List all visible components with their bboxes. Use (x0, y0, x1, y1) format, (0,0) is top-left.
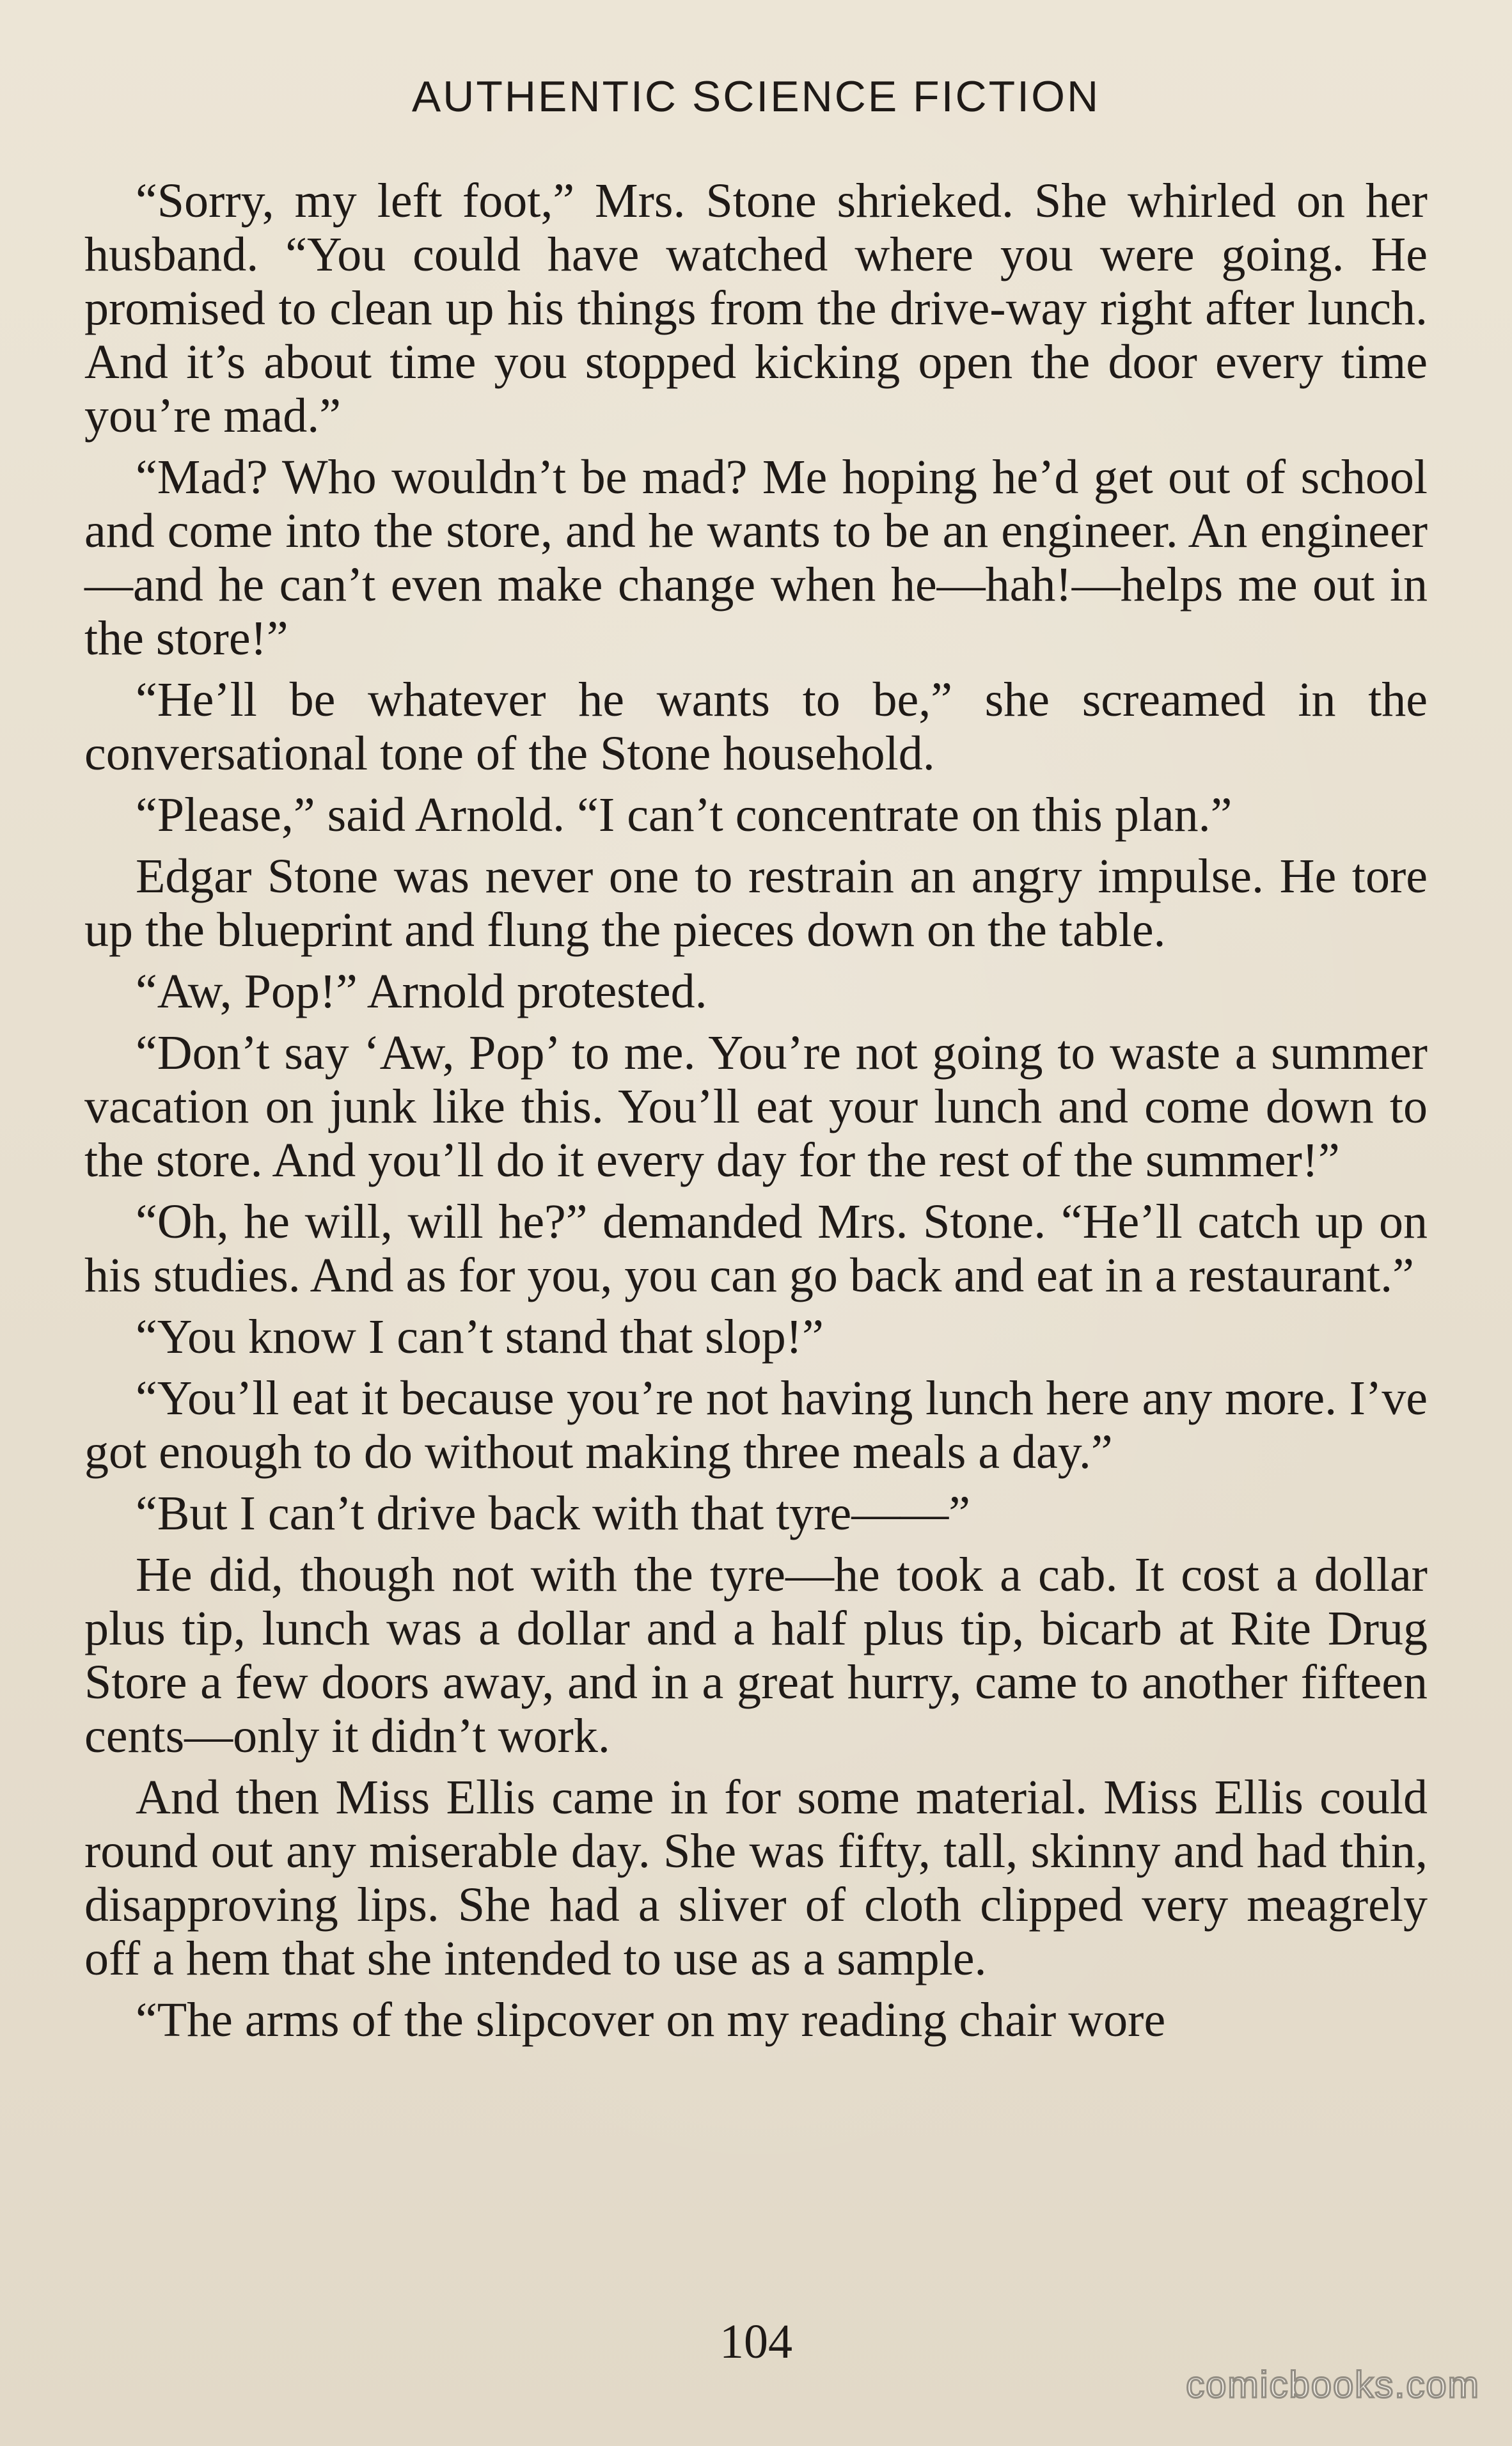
watermark: comicbooks.com (1186, 2364, 1480, 2406)
paragraph: “You know I can’t stand that slop!” (136, 1310, 824, 1364)
paragraph: Edgar Stone was never one to restrain an angry impulse. He tore up the blueprint and flung the pieces down on the table. (84, 849, 1428, 957)
paragraph: “You’ll eat it because you’re not having lunch here any more. I’ve got enough to do without making three meals a day.” (84, 1371, 1428, 1479)
paragraph: And then Miss Ellis came in for some material. Miss Ellis could round out any miserable day. She was fifty, tall, skinny and had thin, disapproving lips. She had a sliver of cloth clipped very meagrely off a hem that she intended to use as a sample. (84, 1771, 1428, 1985)
body-text (84, 174, 1428, 2055)
running-head: AUTHENTIC SCIENCE FICTION (411, 72, 1101, 121)
paragraph: “But I can’t drive back with that tyre——” (136, 1487, 970, 1540)
paragraph: “Sorry, my left foot,” Mrs. Stone shrieked. She whirled on her husband. “You could have watched where you were going. He promised to clean up his things from the drive-way right after lunch. And it’s about time you stopped kicking open the door every time you’re mad.” (84, 174, 1428, 443)
paragraph: “The arms of the slipcover on my reading chair wore (136, 1993, 1166, 2047)
paragraph: “Please,” said Arnold. “I can’t concentrate on this plan.” (136, 788, 1232, 842)
paragraph: “Mad? Who wouldn’t be mad? Me hoping he’d get out of school and come into the store, and he wants to be an engineer. An engineer—and he can’t even make change when he—hah!—helps me out in the store!” (84, 450, 1428, 665)
paragraph: “Oh, he will, will he?” demanded Mrs. Stone. “He’ll catch up on his studies. And as for you, you can go back and eat in a restaurant.” (84, 1195, 1428, 1302)
paragraph: “Don’t say ‘Aw, Pop’ to me. You’re not going to waste a summer vacation on junk like this. You’ll eat your lunch and come down to the store. And you’ll do it every day for the rest of the summer!” (84, 1026, 1428, 1187)
paragraph: He did, though not with the tyre—he took a cab. It cost a dollar plus tip, lunch was a dollar and a half plus tip, bicarb at Rite Drug Store a few doors away, and in a great hurry, came to another fifteen cents—only it didn’t work. (84, 1548, 1428, 1763)
page-number: 104 (720, 2315, 792, 2369)
paragraph: “Aw, Pop!” Arnold protested. (136, 965, 707, 1018)
paragraph: “He’ll be whatever he wants to be,” she screamed in the conversational tone of the Stone household. (84, 673, 1428, 780)
